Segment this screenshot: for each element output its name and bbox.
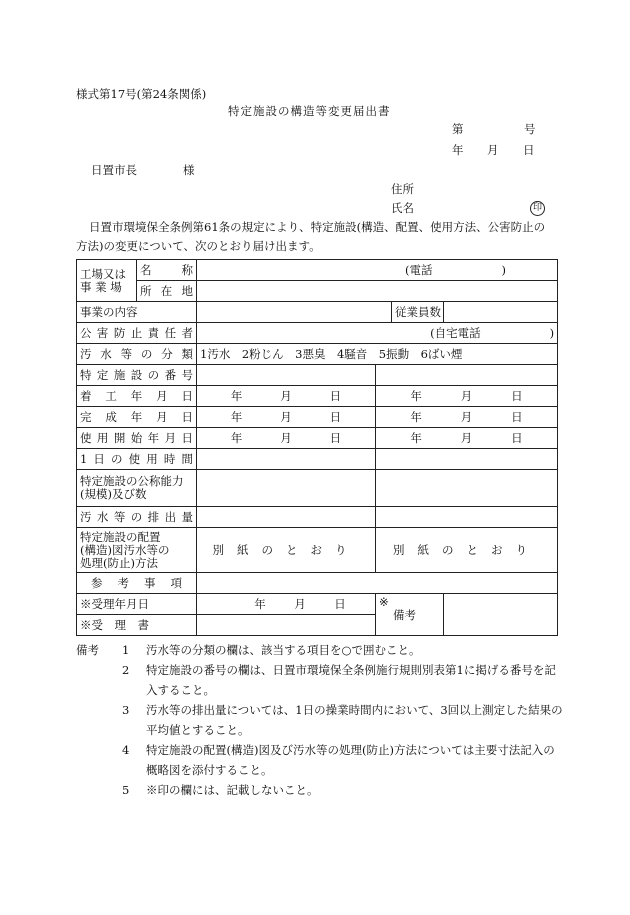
capacity-before[interactable]	[197, 470, 376, 507]
body-text-line2: 方法)の変更について、次のとおり届け出ます。	[76, 239, 321, 253]
business-field[interactable]	[197, 302, 392, 323]
capacity-after[interactable]	[376, 470, 558, 507]
table-row	[77, 428, 558, 449]
date-month: 月	[487, 143, 499, 157]
table-row	[77, 260, 558, 281]
use-start-date-before[interactable]: 年 月 日	[197, 428, 376, 449]
date-day: 日	[523, 143, 535, 157]
address-label: 住所	[391, 182, 414, 196]
list-item: 備考 1 汚水等の分類の欄は、該当する項目を○で囲むこと。	[76, 640, 566, 660]
name-label: 名 称	[137, 260, 197, 281]
employees-field[interactable]	[444, 302, 558, 323]
notes-heading: 備考	[76, 643, 99, 657]
pollutant-options[interactable]: 1汚水 2粉じん 3悪臭 4騒音 5振動 6ばい煙	[197, 344, 558, 365]
use-start-date-after[interactable]: 年 月 日	[376, 428, 558, 449]
reference-label: 参考事項	[77, 573, 197, 594]
separate-sheet-before: 別紙のとおり	[197, 528, 376, 573]
table-row	[77, 594, 558, 615]
table-row	[77, 302, 558, 323]
start-date-before[interactable]: 年 月 日	[197, 386, 376, 407]
remarks-field	[444, 594, 558, 636]
discharge-label: 汚水等の排出量	[77, 507, 197, 528]
location-label: 所在地	[137, 281, 197, 302]
phone-field[interactable]: (電話 )	[197, 260, 558, 281]
daily-hours-after[interactable]	[376, 449, 558, 470]
document-title: 特定施設の構造等変更届出書	[228, 104, 391, 118]
completion-date-before[interactable]: 年 月 日	[197, 407, 376, 428]
notes-section	[76, 640, 566, 800]
home-phone-field[interactable]: (自宅電話 )	[197, 323, 558, 344]
received-field	[197, 615, 376, 636]
remarks-cell: ※ 備考	[376, 594, 444, 636]
number-suffix: 号	[524, 122, 536, 136]
name-label: 氏名	[391, 201, 414, 215]
list-item: 3 汚水等の排出量については、1日の操業時間内において、3回以上測定した結果の平均値とすること。	[122, 703, 563, 737]
facility-number-before[interactable]	[197, 365, 376, 386]
daily-hours-before[interactable]	[197, 449, 376, 470]
start-date-after[interactable]: 年 月 日	[376, 386, 558, 407]
table-row	[77, 528, 558, 573]
table-row	[77, 573, 558, 594]
body-text-line1: 日置市環境保全条例第61条の規定により、特定施設(構造、配置、使用方法、公害防止の	[89, 220, 546, 234]
employees-label: 従業員数	[392, 302, 444, 323]
factory-label: 工場又は 事 業 場	[77, 260, 137, 302]
business-label: 事業の内容	[77, 302, 197, 323]
table-row	[77, 470, 558, 507]
table-row	[77, 507, 558, 528]
use-start-date-label: 使用開始年月日	[77, 428, 197, 449]
completion-date-label: 完成年月日	[77, 407, 197, 428]
daily-hours-label: 1日の使用時間	[77, 449, 197, 470]
facility-number-label: 特定施設の番号	[77, 365, 197, 386]
manager-label: 公害防止責任者	[77, 323, 197, 344]
date-year: 年	[452, 143, 464, 157]
start-date-label: 着工年月日	[77, 386, 197, 407]
table-row	[77, 365, 558, 386]
number-prefix: 第	[452, 122, 464, 136]
received-date-label: ※受理年月日	[77, 594, 197, 615]
table-row	[77, 449, 558, 470]
received-date-field: 年 月 日	[197, 594, 376, 615]
honorific: 様	[183, 163, 195, 177]
table-row	[77, 407, 558, 428]
capacity-label: 特定施設の公称能力 (規模)及び数	[77, 470, 197, 507]
table-row	[77, 281, 558, 302]
pollutant-label: 汚水等の分類	[77, 344, 197, 365]
reference-field[interactable]	[197, 573, 558, 594]
addressee: 日置市長	[91, 163, 137, 177]
discharge-before[interactable]	[197, 507, 376, 528]
received-label: ※受 理 書	[77, 615, 197, 636]
seal-mark: 印	[530, 199, 545, 216]
separate-sheet-after: 別紙のとおり	[376, 528, 558, 573]
list-item: 5 ※印の欄には、記載しないこと。	[122, 783, 319, 797]
facility-number-after[interactable]	[376, 365, 558, 386]
form-table	[76, 259, 558, 636]
list-item: 2 特定施設の番号の欄は、日置市環境保全条例施行規則別表第1に掲げる番号を記入すること。	[122, 663, 556, 697]
table-row	[77, 344, 558, 365]
form-number: 様式第17号(第24条関係)	[76, 87, 207, 101]
list-item: 4 特定施設の配置(構造)図及び汚水等の処理(防止)方法については主要寸法記入の概略図を添付すること。	[122, 743, 555, 777]
location-field[interactable]	[197, 281, 558, 302]
table-row	[77, 323, 558, 344]
completion-date-after[interactable]: 年 月 日	[376, 407, 558, 428]
table-row	[77, 386, 558, 407]
discharge-after[interactable]	[376, 507, 558, 528]
layout-label: 特定施設の配置 (構造)図汚水等の 処理(防止)方法	[77, 528, 197, 573]
